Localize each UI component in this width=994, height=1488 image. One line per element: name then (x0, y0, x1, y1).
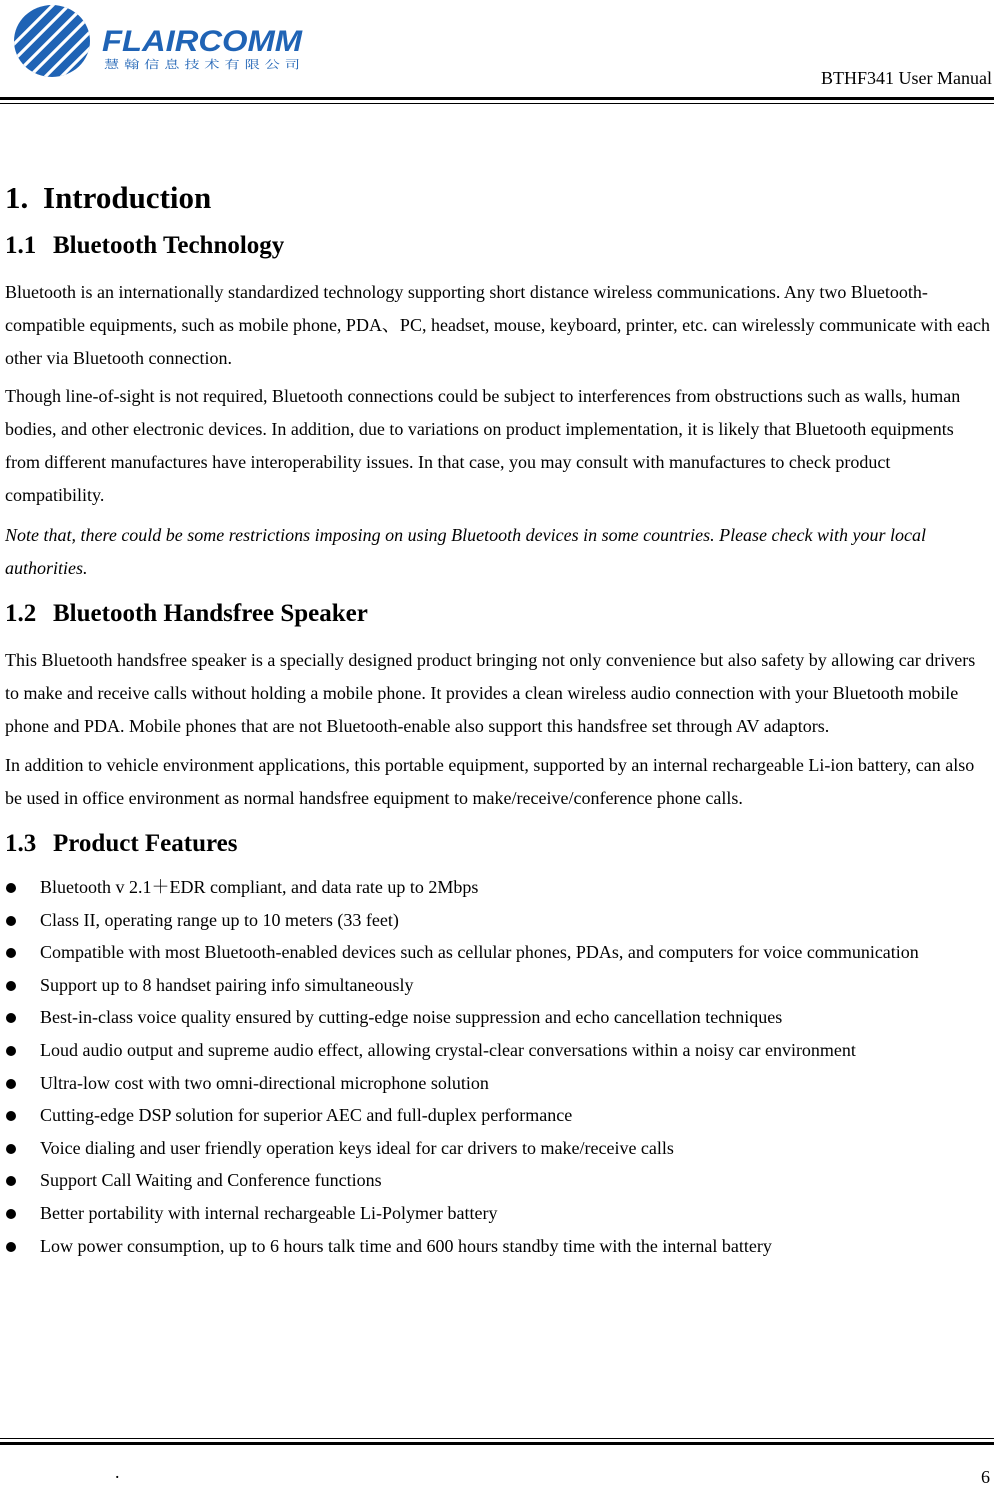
list-item (5, 1072, 993, 1095)
subsection-title: Bluetooth Handsfree Speaker (53, 600, 368, 627)
list-item (5, 876, 993, 899)
subsection-heading-1-3 (5, 827, 993, 861)
note-restrictions: Note that, there could be some restrictions imposing on using Bluetooth devices in some countries. Please check with your local authorities. (5, 525, 926, 578)
flaircomm-logo (6, 2, 306, 84)
logo-wordmark: FLAIRCOMM (102, 25, 304, 58)
paragraph-bluetooth-intro: Bluetooth is an internationally standardized technology supporting short distance wireless communications. Any two Bluetooth-compatible equipments, such as mobile phone, PDA、PC, headset, mouse, keyboard, printer, etc. can wirelessly communicate with each other via Bluetooth connection. (5, 282, 991, 368)
bullet-icon (6, 916, 16, 926)
feature-text: Support up to 8 handset pairing info simultaneously (40, 974, 414, 995)
header-rule-thin (0, 103, 994, 104)
manual-title: BTHF341 User Manual (821, 68, 992, 88)
feature-text: Ultra-low cost with two omni-directional microphone solution (40, 1072, 489, 1093)
footer-dot: . (115, 1462, 120, 1482)
list-item (5, 1235, 993, 1258)
feature-text: Compatible with most Bluetooth-enabled devices such as cellular phones, PDAs, and computers for voice communication (40, 942, 919, 963)
header-rule-thick (0, 97, 994, 100)
feature-text: Bluetooth v 2.1＋EDR compliant, and data rate up to 2Mbps (40, 877, 479, 897)
logo-subtitle: 慧 翰 信 息 技 术 有 限 公 司 (104, 58, 246, 71)
bullet-icon (6, 1144, 16, 1154)
list-item (5, 1169, 993, 1192)
feature-text: Support Call Waiting and Conference functions (40, 1170, 382, 1191)
list-item (5, 1137, 993, 1160)
subsection-title: Bluetooth Technology (53, 232, 285, 259)
footer-rule-thick (0, 1442, 994, 1445)
list-item (5, 1039, 993, 1062)
feature-text: Better portability with internal rechargeable Li-Polymer battery (40, 1202, 498, 1223)
subsection-heading-1-2 (5, 597, 993, 631)
subsection-number: 1.1 (5, 232, 37, 259)
feature-text: Loud audio output and supreme audio effect, allowing crystal-clear conversations within a noisy car environment (40, 1039, 856, 1060)
list-item (5, 1202, 993, 1225)
feature-text: Low power consumption, up to 6 hours talk time and 600 hours standby time with the internal battery (40, 1235, 772, 1256)
bullet-icon (6, 1046, 16, 1056)
list-item (5, 1006, 993, 1029)
bullet-icon (6, 1111, 16, 1121)
paragraph-handsfree-speaker: This Bluetooth handsfree speaker is a specially designed product bringing not only convenience but also safety by allowing car drivers to make and receive calls without holding a mobile phone. It provides a clean wireless audio connection with your Bluetooth mobile phone and PDA. Mobile phones that are not Bluetooth-enable also support this handsfree set through AV adaptors. (5, 650, 976, 736)
section-number: 1. (5, 180, 29, 215)
feature-text: Best-in-class voice quality ensured by cutting-edge noise suppression and echo cancellation techniques (40, 1007, 783, 1028)
feature-text: Cutting-edge DSP solution for superior AEC and full-duplex performance (40, 1105, 573, 1126)
bullet-icon (6, 1176, 16, 1186)
section-title: Introduction (43, 180, 212, 215)
bullet-icon (6, 948, 16, 958)
bullet-icon (6, 981, 16, 991)
subsection-title: Product Features (53, 830, 238, 857)
feature-text: Class II, operating range up to 10 meters (33 feet) (40, 909, 399, 930)
section-heading (5, 178, 993, 218)
subsection-number: 1.2 (5, 600, 37, 627)
bullet-icon (6, 1013, 16, 1023)
list-item (5, 941, 993, 964)
paragraph-vehicle-office: In addition to vehicle environment applications, this portable equipment, supported by an internal rechargeable Li-ion battery, can also be used in office environment as normal handsfree equipment to make/receive/conference phone calls. (5, 755, 975, 808)
globe-icon (6, 2, 114, 84)
bullet-icon (6, 1242, 16, 1252)
feature-list (5, 876, 993, 1258)
subsection-number: 1.3 (5, 830, 37, 857)
bullet-icon (6, 1209, 16, 1219)
page-number: 6 (981, 1467, 990, 1487)
bullet-icon (6, 1079, 16, 1089)
page-content (5, 178, 993, 1267)
list-item (5, 1104, 993, 1127)
paragraph-line-of-sight: Though line-of-sight is not required, Bluetooth connections could be subject to interferences from obstructions such as walls, human bodies, and other electronic devices. In addition, due to variations on product implementation, it is likely that Bluetooth equipments from different manufactures have interoperability issues. In that case, you may consult with manufactures to check product compatibility. (5, 386, 961, 505)
bullet-icon (6, 883, 16, 893)
footer-rule-thin (0, 1438, 994, 1439)
subsection-heading-1-1 (5, 229, 993, 263)
list-item (5, 974, 993, 997)
page-header (0, 0, 994, 106)
feature-text: Voice dialing and user friendly operation keys ideal for car drivers to make/receive calls (40, 1137, 674, 1158)
list-item (5, 909, 993, 932)
